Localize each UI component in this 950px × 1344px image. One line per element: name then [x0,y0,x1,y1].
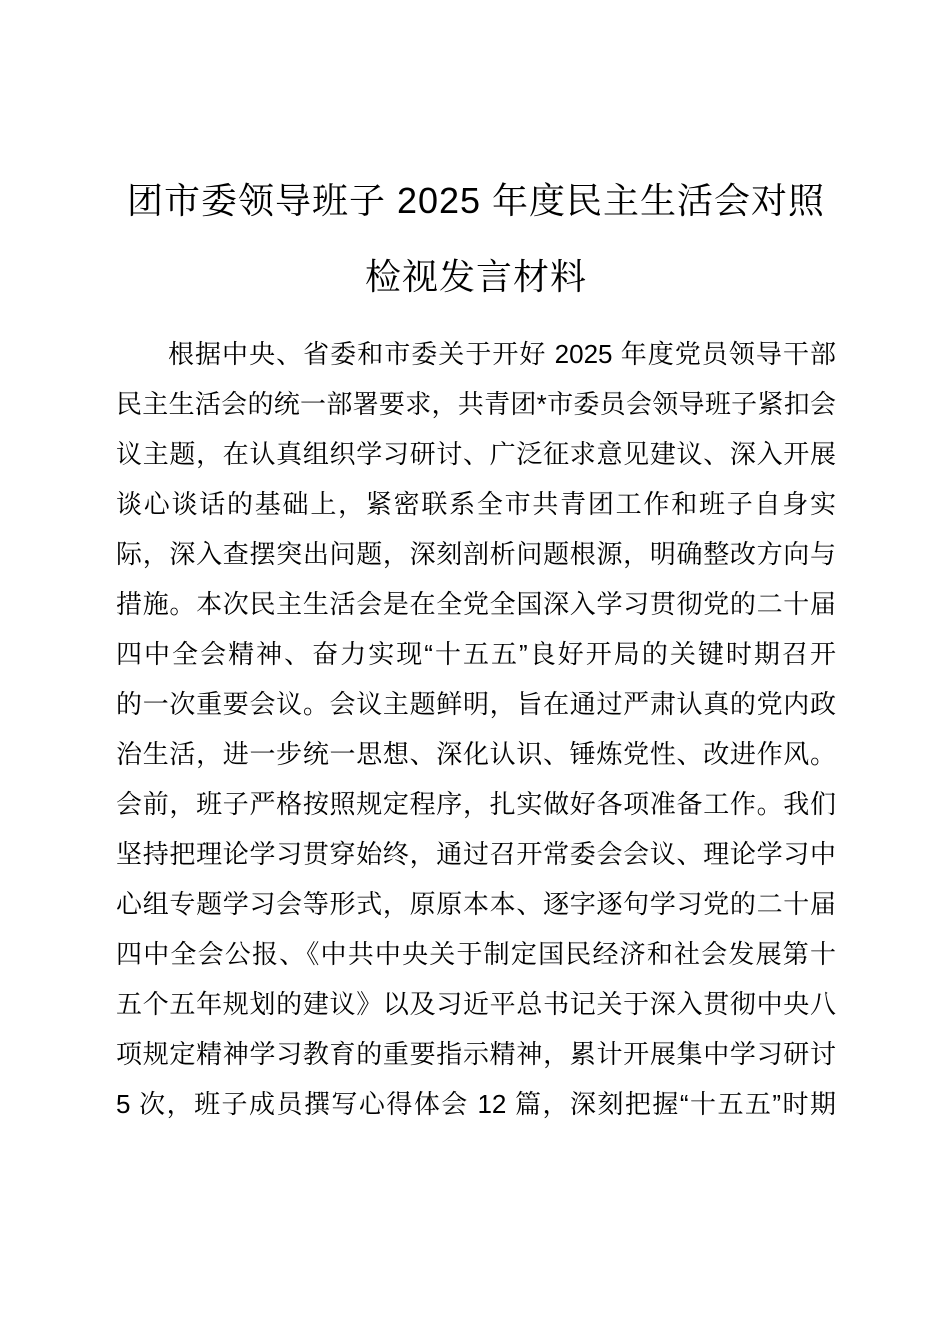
body-line-2: 民主生活会的统一部署要求，共青团*市委员会领导班子紧扣会 [116,389,836,419]
body-line-12: 心组专题学习会等形式，原原本本、逐字逐句学习党的二十届 [116,889,836,919]
body-line-15: 项规定精神学习教育的重要指示精神，累计开展集中学习研讨 [116,1039,836,1069]
body-line-8: 的一次重要会议。会议主题鲜明，旨在通过严肃认真的党内政 [116,689,836,719]
body-line-5: 际，深入查摆突出问题，深刻剖析问题根源，明确整改方向与 [116,539,836,569]
document-title [116,163,836,315]
document-body [116,329,836,1129]
body-line-4: 谈心谈话的基础上，紧密联系全市共青团工作和班子自身实 [116,489,836,519]
body-line-16: 5 次，班子成员撰写心得体会 12 篇，深刻把握“十五五”时期 [116,1089,836,1119]
body-line-10: 会前，班子严格按照规定程序，扎实做好各项准备工作。我们 [116,789,836,819]
body-line-11: 坚持把理论学习贯穿始终，通过召开常委会会议、理论学习中 [116,839,836,869]
body-line-1: 根据中央、省委和市委关于开好 2025 年度党员领导干部 [168,339,836,369]
body-line-14: 五个五年规划的建议》以及习近平总书记关于深入贯彻中央八 [116,989,836,1019]
body-line-9: 治生活，进一步统一思想、深化认识、锤炼党性、改进作风。 [116,739,836,769]
body-line-7: 四中全会精神、奋力实现“十五五”良好开局的关键时期召开 [116,639,836,669]
body-line-3: 议主题，在认真组织学习研讨、广泛征求意见建议、深入开展 [116,439,836,469]
body-line-13: 四中全会公报、《中共中央关于制定国民经济和社会发展第十 [116,939,836,969]
document-title-line-2: 检视发言材料 [364,256,587,297]
body-line-6: 措施。本次民主生活会是在全党全国深入学习贯彻党的二十届 [116,589,836,619]
document-title-line-1: 团市委领导班子 2025 年度民主生活会对照 [126,180,826,221]
